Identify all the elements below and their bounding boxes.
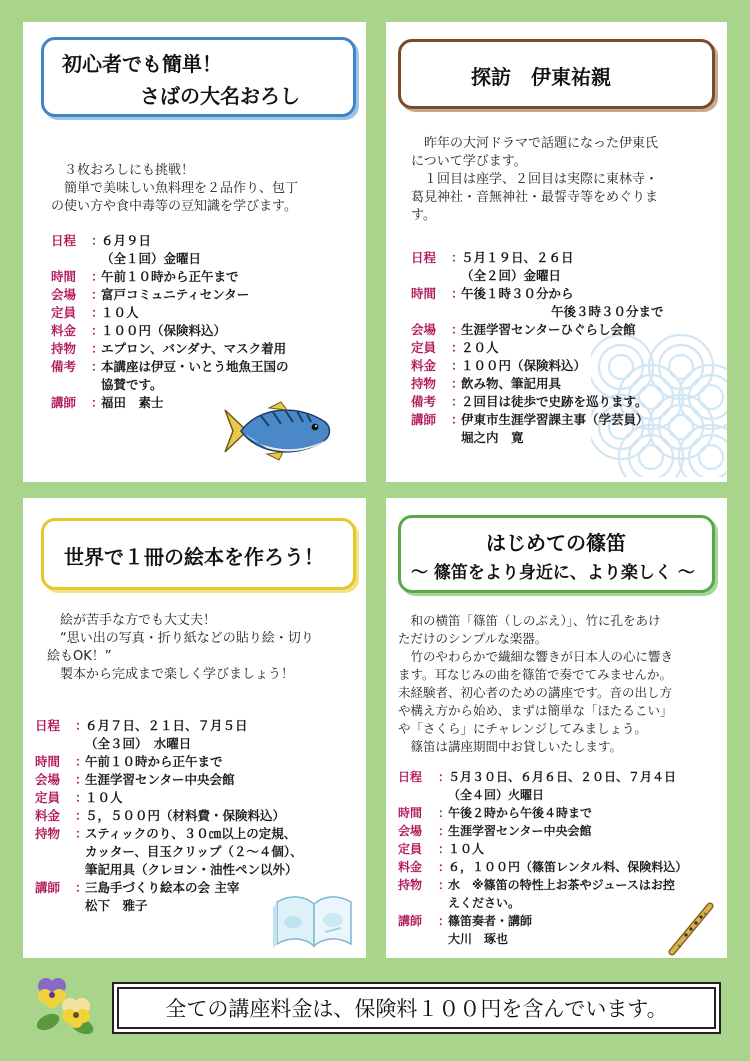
venue-value: 富戸コミュニティセンター (101, 287, 250, 302)
items-label: 持物 (51, 341, 77, 356)
instructor-value-cont: 松下 雅子 (85, 898, 148, 913)
time-label: 時間 (398, 806, 423, 820)
venue-label: 会場 (51, 287, 77, 302)
course-intro: ３枚おろしにも挑戦！ 簡単で美味しい魚料理を２品作り、包丁 の使い方や食中毒等の豆知識を学びます。 (51, 163, 299, 214)
instructor-label: 講師 (51, 395, 77, 410)
venue-label: 会場 (411, 322, 437, 337)
course-title-line1: 初心者でも簡単！ (62, 52, 222, 76)
course-panel-saba (23, 22, 366, 482)
items-label: 持物 (35, 826, 61, 841)
course-title-box (41, 518, 356, 590)
schedule-value-cont: （全３回） 水曜日 (85, 736, 192, 751)
course-intro: 絵が苦手な方でも大丈夫！ “思い出の写真・折り紙などの貼り絵・切り 絵もOK！” 製本から完成まで楽しく学びましょう！ (47, 613, 314, 682)
mackerel-fish-icon (221, 400, 333, 462)
instructor-label: 講師 (35, 880, 61, 895)
items-value: スティックのり、３０㎝以上の定規、 (85, 826, 297, 841)
course-details: 日程 ： ５月１９日、２６日 （全２回）金曜日 時間 ： 午後１時３０分から 午後３時３０分まで 会場 ： 生涯学習センターひぐらし会館 定員 ： ２０人 料金 ： １００円（保険料込） 持物 ： 飲み物、筆記用具 備考 ： ２回目は徒歩で史跡を巡ります。 講師 ： 伊東市生涯学習課主事（学芸員） 堀之内 寛 (411, 249, 721, 447)
instructor-value: 福田 素士 (101, 395, 164, 410)
instructor-label: 講師 (411, 412, 437, 427)
time-value: 午後１時３０分から (461, 286, 574, 301)
schedule-value: ５月３０日、６月６日、２０日、７月４日 (448, 770, 677, 784)
time-value: 午後２時から午後４時まで (448, 806, 593, 820)
capacity-value: ２０人 (461, 340, 499, 355)
venue-label: 会場 (398, 824, 423, 838)
course-panel-ito-sukechika (386, 22, 727, 482)
schedule-label: 日程 (398, 770, 423, 784)
capacity-label: 定員 (51, 305, 77, 320)
instructor-value-cont: 堀之内 寛 (461, 430, 524, 445)
items-value-cont: 筆記用具（クレヨン・油性ペン以外） (85, 862, 298, 877)
fee-label: 料金 (398, 860, 423, 874)
schedule-label: 日程 (35, 718, 61, 733)
items-value-cont: えください。 (448, 896, 521, 910)
venue-value: 生涯学習センター中央会館 (85, 772, 235, 787)
notes-value-cont: 協賛です。 (101, 377, 163, 392)
schedule-label: 日程 (411, 250, 437, 265)
instructor-value: 伊東市生涯学習課主事（学芸員） (461, 412, 649, 427)
fee-value: ５，５００円（材料費・保険料込） (85, 808, 286, 823)
course-intro: 和の横笛「篠笛（しのぶえ）」、竹に孔をあけ ただけのシンプルな楽器。 竹のやわらかで繊細な響きが日本人の心に響き ます。耳なじみの曲を篠笛で奏でてみませんか。 未経験者、初心者のための講座です。音の出し方 や構え方から始め、まずは簡単な「ほたるこい」 や「さくら」にチャレンジしてみましょう。 篠笛は講座期間中お貸しいたします。 (398, 613, 674, 754)
instructor-value: 篠笛奏者・講師 (448, 914, 533, 928)
course-panel-shinobue (386, 498, 727, 958)
course-title-line2: さばの大名おろし (140, 84, 300, 108)
items-label: 持物 (411, 376, 437, 391)
schedule-label: 日程 (51, 233, 77, 248)
notes-label: 備考 (51, 359, 77, 374)
fee-label: 料金 (51, 323, 77, 338)
schedule-value-cont: （全４回）火曜日 (448, 788, 545, 802)
instructor-value-cont: 大川 琢也 (448, 932, 509, 946)
capacity-label: 定員 (398, 842, 423, 856)
course-details: 日程 ： ５月３０日、６月６日、２０日、７月４日 （全４回）火曜日 時間 ： 午後２時から午後４時まで 会場 ： 生涯学習センター中央会館 定員 ： １０人 料金 ： ６，１００円（篠笛レンタル料、保険料込） 持物 ： 水 ※篠笛の特性上お茶やジュースはお控 えください。 講師 ： 篠笛奏者・講師 大川 琢也 (398, 768, 724, 948)
fee-value: １００円（保険料込） (461, 358, 587, 373)
course-details: 日程 ： ６月９日 （全１回）金曜日 時間 ： 午前１０時から正午まで 会場 ： 富戸コミュニティセンター 定員 ： １０人 料金 ： １００円（保険料込） 持物 ： エプロン、バンダナ、マスク着用 備考 ： 本講座は伊豆・いとう地魚王国の 協賛です。 講師 ： 福田 素士 (51, 232, 356, 412)
capacity-value: １０人 (448, 842, 485, 856)
items-value: エプロン、バンダナ、マスク着用 (101, 341, 287, 356)
bamboo-flute-icon (664, 900, 716, 956)
schedule-value: ６月９日 (101, 233, 152, 248)
course-title-line1: 世界で１冊の絵本を作ろう！ (64, 545, 324, 569)
items-value-cont: カッター、目玉クリップ（２～４個）、 (85, 844, 303, 859)
time-label: 時間 (51, 269, 77, 284)
fee-label: 料金 (35, 808, 61, 823)
time-value-cont: 午後３時３０分まで (551, 304, 664, 319)
schedule-value-cont: （全２回）金曜日 (461, 268, 562, 283)
fee-value: １００円（保険料込） (101, 323, 227, 338)
course-details: 日程 ： ６月７日、２１日、７月５日 （全３回） 水曜日 時間 ： 午前１０時から正午まで 会場 ： 生涯学習センター中央会館 定員 ： １０人 料金 ： ５，５００円（材料費・保険料込） 持物 ： スティックのり、３０㎝以上の定規、 カッター、目玉クリップ（２～４個）、 筆記用具（クレヨン・油性ペン以外） 講師 ： 三島手づくり絵本の会 主宰 松下 雅子 (35, 717, 360, 915)
notes-label: 備考 (411, 394, 437, 409)
pansy-flower-icon (30, 970, 102, 1042)
schedule-value-cont: （全１回）金曜日 (101, 251, 202, 266)
footer-fee-notice: 全ての講座料金は、保険料１００円を含んでいます。 (112, 982, 721, 1034)
course-title-box (41, 37, 356, 117)
open-book-icon (271, 888, 357, 950)
course-intro: 昨年の大河ドラマで話題になった伊東氏 について学びます。 １回目は座学、２回目は実際に東林寺・ 葛見神社・音無神社・最誓寺等をめぐりま す。 (411, 136, 659, 223)
time-value: 午前１０時から正午まで (85, 754, 223, 769)
fee-value: ６，１００円（篠笛レンタル料、保険料込） (448, 860, 688, 874)
schedule-value: ５月１９日、２６日 (461, 250, 574, 265)
course-title-line2: ～ 篠笛をより身近に、より楽しく ～ (411, 563, 695, 583)
fee-label: 料金 (411, 358, 437, 373)
notes-value: 本講座は伊豆・いとう地魚王国の (101, 359, 289, 374)
course-title-line1: はじめての篠笛 (486, 531, 626, 555)
notes-value: ２回目は徒歩で史跡を巡ります。 (461, 394, 648, 409)
instructor-value: 三島手づくり絵本の会 主宰 (85, 880, 240, 895)
time-label: 時間 (35, 754, 61, 769)
course-panel-picture-book (23, 498, 366, 958)
time-value: 午前１０時から正午まで (101, 269, 239, 284)
schedule-value: ６月７日、２１日、７月５日 (85, 718, 248, 733)
instructor-label: 講師 (398, 914, 423, 928)
time-label: 時間 (411, 286, 437, 301)
capacity-value: １０人 (101, 305, 139, 320)
course-title-box (398, 515, 715, 593)
items-value: 飲み物、筆記用具 (461, 376, 562, 391)
venue-label: 会場 (35, 772, 61, 787)
items-value: 水 ※篠笛の特性上お茶やジュースはお控 (448, 878, 675, 892)
capacity-label: 定員 (411, 340, 437, 355)
venue-value: 生涯学習センターひぐらし会館 (461, 322, 636, 337)
course-title-line1: 探訪 伊東祐親 (471, 65, 611, 89)
items-label: 持物 (398, 878, 423, 892)
capacity-label: 定員 (35, 790, 61, 805)
capacity-value: １０人 (85, 790, 123, 805)
venue-value: 生涯学習センター中央会館 (448, 824, 592, 838)
course-title-box (398, 39, 715, 109)
